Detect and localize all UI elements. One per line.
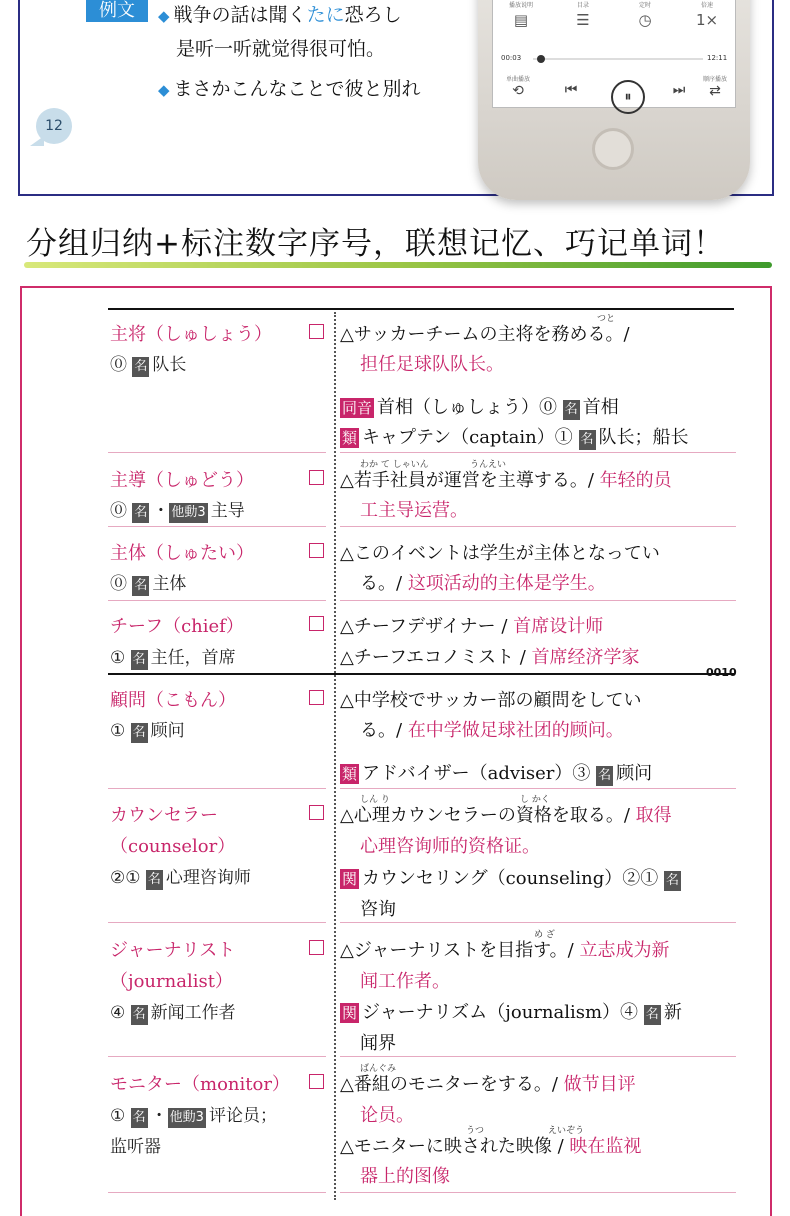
related-word: 類 アドバイザー（adviser）③ 名 顾问 <box>342 763 653 784</box>
vocab-term: 主将（しゅしょう） <box>110 324 272 345</box>
example-sentence: △このイベントは学生が主体となってい <box>340 543 660 564</box>
example-line-2: 是听一听就觉得很可怕。 <box>176 38 386 60</box>
vocab-info: ① 名 ・ 他動3 评论员； <box>110 1106 277 1126</box>
speed-icon[interactable]: 倍速 1× <box>695 2 719 29</box>
note-icon[interactable]: 播放说明 ▤ <box>508 2 533 29</box>
vocab-term: モニター（monitor） <box>110 1074 290 1095</box>
section-number: 0010 <box>706 666 737 679</box>
vocab-info: ④ 名 新闻工作者 <box>110 1003 236 1023</box>
row-divider <box>108 452 326 453</box>
study-checkbox[interactable] <box>309 1074 324 1089</box>
vocab-info: ⓪ 名 队长 <box>110 355 187 375</box>
row-divider <box>340 452 736 453</box>
study-checkbox[interactable] <box>309 690 324 705</box>
vocab-term: カウンセラー <box>110 805 218 826</box>
phone-top-icons <box>493 0 735 34</box>
row-divider <box>340 526 736 527</box>
row-divider <box>108 1192 326 1193</box>
vocab-info: ① 名 主任，首席 <box>110 648 236 668</box>
row-divider <box>108 526 326 527</box>
previous-icon[interactable]: ⏮ <box>564 82 578 98</box>
next-icon[interactable]: ⏭ <box>672 82 686 98</box>
progress-knob[interactable] <box>537 55 545 63</box>
related-word: 同音 首相（しゅしょう）⓪ 名 首相 <box>342 397 619 418</box>
vocab-info: ① 名 顾问 <box>110 721 185 741</box>
row-divider <box>340 600 736 601</box>
example-sentence: △サッカーチームの主将を務める。/ <box>340 324 630 345</box>
related-word: 関 カウンセリング（counseling）②① 名 <box>342 868 680 889</box>
study-checkbox[interactable] <box>309 940 324 955</box>
ruby-text: し かく <box>520 795 550 805</box>
progress-bar[interactable] <box>533 58 703 60</box>
vocab-term: チーフ（chief） <box>110 616 244 637</box>
ruby-text: うんえい <box>470 460 507 470</box>
example-sentence: △心理カウンセラーの資格を取る。/ 取得 <box>340 805 672 826</box>
ruby-text: つと <box>597 314 616 324</box>
study-checkbox[interactable] <box>309 616 324 631</box>
example-sentence: △番組のモニターをする。/ 做节目评 <box>340 1074 636 1095</box>
phone-mockup <box>478 0 750 200</box>
related-word-meaning: 咨询 <box>360 899 396 920</box>
ruby-text: ばんぐみ <box>360 1064 397 1074</box>
vocab-term: 主体（しゅたい） <box>110 543 254 564</box>
row-divider <box>340 922 736 923</box>
study-checkbox[interactable] <box>309 805 324 820</box>
green-underline <box>24 262 772 268</box>
study-checkbox[interactable] <box>309 543 324 558</box>
vocab-term-english: （counselor） <box>110 836 236 857</box>
study-checkbox[interactable] <box>309 324 324 339</box>
example-translation: 论员。 <box>360 1105 414 1126</box>
page-number-bubble: 12 <box>36 108 72 144</box>
example-translation: る。/ 这项活动的主体是学生。 <box>360 573 606 594</box>
vocab-info: ⓪ 名 ・ 他動3 主导 <box>110 501 245 521</box>
example-sentence: △中学校でサッカー部の顧問をしてい <box>340 690 642 711</box>
repeat-one-icon[interactable]: 单曲播放 ⟲ <box>505 76 530 99</box>
example-tag: 例文 <box>86 0 148 22</box>
clock-icon[interactable]: 定时 ◷ <box>638 2 652 29</box>
ruby-text: め ざ <box>534 930 555 940</box>
example-translation: 闻工作者。 <box>360 971 450 992</box>
example-translation: る。/ 在中学做足球社团的顾问。 <box>360 720 624 741</box>
top-rule <box>108 308 734 310</box>
ruby-text: わか て しゃいん <box>360 460 429 470</box>
row-divider <box>108 1056 326 1057</box>
vocab-term-english: （journalist） <box>110 971 233 992</box>
example-sentence: △ジャーナリストを目指す。/ 立志成为新 <box>340 940 670 961</box>
example-translation: 器上的图像 <box>360 1166 450 1187</box>
vocab-term: 顧問（こもん） <box>110 690 236 711</box>
example-line-3: ◆ まさかこんなことで彼と別れ <box>158 78 421 100</box>
row-divider <box>340 788 736 789</box>
row-divider <box>108 922 326 923</box>
vocab-info: ⓪ 名 主体 <box>110 574 187 594</box>
example-sentence: △モニターに映された映像 / 映在监视 <box>340 1136 642 1157</box>
vocab-info-continued: 监听器 <box>110 1137 161 1157</box>
related-word-meaning: 闻界 <box>360 1033 396 1054</box>
row-divider <box>108 788 326 789</box>
example-sentence: △チーフデザイナー / 首席设计师 <box>340 616 604 637</box>
example-translation: 工主导运营。 <box>360 500 468 521</box>
related-word: 関 ジャーナリズム（journalism）④ 名 新 <box>342 1002 682 1023</box>
ruby-text: しん り <box>360 795 390 805</box>
phone-screen <box>492 0 736 108</box>
vocab-term: 主導（しゅどう） <box>110 470 254 491</box>
section-rule <box>108 673 734 675</box>
list-icon[interactable]: 目录 ☰ <box>576 2 590 29</box>
example-line-1: ◆ 戦争の話は聞くたに恐ろし <box>158 4 402 26</box>
ruby-text: うつ <box>466 1126 485 1136</box>
column-divider <box>334 312 336 1200</box>
slogan-heading: 分组归纳+标注数字序号，联想记忆、巧记单词！ <box>26 226 725 262</box>
sequence-icon[interactable]: 顺序播放 ⇄ <box>702 76 727 99</box>
vocab-term: ジャーナリスト <box>110 940 236 961</box>
example-translation: 心理咨询师的资格证。 <box>360 836 540 857</box>
time-current: 00:03 <box>501 54 522 62</box>
study-checkbox[interactable] <box>309 470 324 485</box>
example-sentence: △若手社員が運営を主導する。/ 年轻的员 <box>340 470 672 491</box>
phone-home-button <box>592 128 634 170</box>
example-translation: 担任足球队队长。 <box>360 354 504 375</box>
row-divider <box>108 600 326 601</box>
row-divider <box>340 1056 736 1057</box>
pause-icon[interactable]: ⏸ <box>611 80 645 114</box>
ruby-text: えいぞう <box>548 1126 585 1136</box>
example-sentence: △チーフエコノミスト / 首席经济学家 <box>340 647 640 668</box>
row-divider <box>340 1192 736 1193</box>
vocab-info: ②① 名 心理咨询师 <box>110 868 251 888</box>
related-word: 類 キャプテン（captain）① 名 队长；船长 <box>342 427 689 448</box>
time-total: 12:11 <box>707 54 728 62</box>
